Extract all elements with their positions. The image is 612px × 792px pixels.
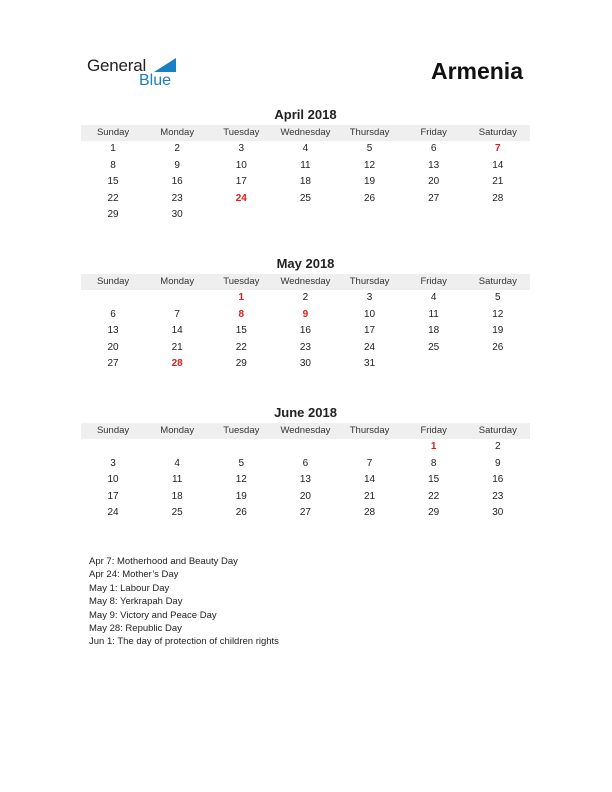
day-cell: 27 xyxy=(107,358,119,370)
day-cell xyxy=(273,439,337,456)
day-cell: 20 xyxy=(428,176,440,188)
weekday-label: Tuesday xyxy=(223,276,260,287)
day-cell xyxy=(145,439,209,456)
holiday-day-cell: 1 xyxy=(430,441,437,452)
logo-triangle-icon xyxy=(154,58,176,72)
day-cell: 29 xyxy=(107,209,119,221)
day-cell: 15 xyxy=(107,176,119,188)
weekday-header xyxy=(81,423,530,439)
day-cell: 14 xyxy=(364,474,376,486)
week-row xyxy=(81,158,530,175)
holiday-notes xyxy=(89,555,279,649)
weekday-label: Thursday xyxy=(349,425,390,436)
day-cell: 6 xyxy=(302,457,309,469)
day-cell: 13 xyxy=(299,474,311,486)
holiday-note: May 8: Yerkrapah Day xyxy=(89,596,183,608)
day-cell: 5 xyxy=(495,292,501,303)
day-cell: 18 xyxy=(428,325,440,337)
day-cell: 5 xyxy=(366,143,373,154)
day-cell: 29 xyxy=(428,507,440,519)
day-cell: 11 xyxy=(428,308,439,320)
weekday-label: Monday xyxy=(160,425,195,436)
weekday-label: Friday xyxy=(420,276,447,287)
day-cell: 16 xyxy=(299,325,311,337)
day-cell: 3 xyxy=(110,457,116,469)
day-cell: 2 xyxy=(495,441,501,452)
weekday-label: Wednesday xyxy=(280,127,331,138)
day-cell: 11 xyxy=(300,159,311,171)
weekday-label: Thursday xyxy=(349,276,390,287)
day-cell: 17 xyxy=(364,325,376,337)
day-cell: 2 xyxy=(302,292,309,303)
day-cell: 10 xyxy=(107,474,119,486)
day-cell: 24 xyxy=(107,507,119,519)
day-cell: 6 xyxy=(110,308,116,320)
day-cell: 3 xyxy=(366,292,373,303)
week-row xyxy=(81,290,530,307)
logo-text-blue: Blue xyxy=(139,72,172,89)
day-cell xyxy=(466,207,530,224)
week-row xyxy=(81,489,530,506)
day-cell: 27 xyxy=(428,192,440,204)
day-cell: 2 xyxy=(174,143,180,154)
month-title: June 2018 xyxy=(274,405,337,420)
holiday-note: Apr 24: Mother’s Day xyxy=(89,569,179,581)
holiday-day-cell: 24 xyxy=(235,192,247,204)
day-cell xyxy=(209,439,273,456)
holiday-day-cell: 9 xyxy=(302,308,309,320)
day-cell: 8 xyxy=(430,457,437,469)
day-cell: 14 xyxy=(492,159,504,171)
day-cell: 28 xyxy=(492,192,504,204)
brand-logo xyxy=(87,56,197,92)
holiday-note: Jun 1: The day of protection of children rights xyxy=(89,636,279,648)
holiday-note: May 28: Republic Day xyxy=(89,623,182,635)
weekday-label: Saturday xyxy=(478,425,517,436)
day-cell: 21 xyxy=(364,490,376,502)
weekday-label: Saturday xyxy=(478,276,517,287)
week-row xyxy=(81,340,530,357)
day-cell: 19 xyxy=(364,176,376,188)
day-cell: 31 xyxy=(364,358,376,370)
country-title: Armenia xyxy=(430,58,523,84)
week-row xyxy=(81,191,530,208)
weekday-label: Sunday xyxy=(96,276,130,287)
day-cell: 12 xyxy=(235,474,247,486)
day-cell: 22 xyxy=(107,192,119,204)
day-cell: 9 xyxy=(174,159,180,171)
month-calendar xyxy=(81,107,530,224)
week-row xyxy=(81,307,530,324)
day-cell: 18 xyxy=(299,176,311,188)
day-cell xyxy=(338,439,402,456)
day-cell: 13 xyxy=(428,159,440,171)
day-cell: 28 xyxy=(364,507,376,519)
day-cell xyxy=(402,207,466,224)
day-cell: 1 xyxy=(110,143,116,154)
day-cell: 15 xyxy=(428,474,440,486)
weekday-label: Tuesday xyxy=(223,127,260,138)
week-row xyxy=(81,472,530,489)
day-cell xyxy=(402,356,466,373)
holiday-note: Apr 7: Motherhood and Beauty Day xyxy=(89,556,238,567)
day-cell: 15 xyxy=(235,325,247,337)
holiday-note: May 9: Victory and Peace Day xyxy=(89,609,217,621)
day-cell: 30 xyxy=(492,507,504,519)
holiday-day-cell: 28 xyxy=(171,358,183,370)
day-cell: 30 xyxy=(299,358,311,370)
weekday-label: Tuesday xyxy=(223,425,260,436)
day-cell: 19 xyxy=(492,325,504,337)
day-cell: 14 xyxy=(171,325,183,337)
week-row xyxy=(81,141,530,158)
day-cell: 10 xyxy=(235,159,247,171)
day-cell xyxy=(209,207,273,224)
day-cell: 11 xyxy=(171,474,183,486)
day-cell: 29 xyxy=(235,358,247,370)
day-cell: 4 xyxy=(302,143,309,154)
day-cell: 25 xyxy=(428,341,440,353)
holiday-day-cell: 1 xyxy=(238,292,245,303)
weekday-label: Wednesday xyxy=(280,425,331,436)
month-calendar xyxy=(81,405,530,522)
weekday-label: Monday xyxy=(160,276,195,287)
day-cell: 21 xyxy=(171,341,183,353)
day-cell: 9 xyxy=(495,457,501,469)
weekday-header xyxy=(81,274,530,290)
day-cell: 7 xyxy=(366,457,373,469)
holiday-day-cell: 7 xyxy=(495,143,501,154)
day-cell xyxy=(466,356,530,373)
holiday-day-cell: 8 xyxy=(238,308,245,320)
day-cell: 23 xyxy=(299,341,311,353)
weekday-label: Thursday xyxy=(349,127,390,138)
day-cell: 27 xyxy=(299,507,311,519)
day-cell: 21 xyxy=(492,176,504,188)
day-cell: 17 xyxy=(235,176,247,188)
month-calendar xyxy=(81,256,530,373)
day-cell: 7 xyxy=(174,308,180,320)
day-cell xyxy=(81,439,145,456)
day-cell: 23 xyxy=(171,192,183,204)
weekday-label: Sunday xyxy=(96,127,130,138)
day-cell xyxy=(81,290,145,307)
day-cell: 8 xyxy=(110,159,116,171)
day-cell: 6 xyxy=(430,143,437,154)
day-cell: 16 xyxy=(492,474,504,486)
weekday-header xyxy=(81,125,530,141)
day-cell xyxy=(338,207,402,224)
day-cell xyxy=(145,290,209,307)
day-cell: 13 xyxy=(107,325,119,337)
week-row xyxy=(81,207,530,224)
day-cell: 26 xyxy=(364,192,376,204)
weekday-label: Saturday xyxy=(478,127,517,138)
day-cell: 25 xyxy=(299,192,311,204)
day-cell: 20 xyxy=(107,341,119,353)
day-cell: 26 xyxy=(492,341,504,353)
weekday-label: Sunday xyxy=(96,425,130,436)
day-cell: 19 xyxy=(235,490,247,502)
week-row xyxy=(81,356,530,373)
week-row xyxy=(81,439,530,456)
month-title: May 2018 xyxy=(276,256,335,271)
month-title: April 2018 xyxy=(274,107,337,122)
day-cell: 3 xyxy=(238,143,245,154)
day-cell: 20 xyxy=(299,490,311,502)
day-cell: 22 xyxy=(428,490,440,502)
day-cell: 4 xyxy=(430,292,437,303)
day-cell: 30 xyxy=(171,209,183,221)
weekday-label: Friday xyxy=(420,127,447,138)
day-cell: 16 xyxy=(171,176,183,188)
week-row xyxy=(81,323,530,340)
logo-text-general: General xyxy=(87,56,147,75)
day-cell: 12 xyxy=(492,308,504,320)
week-row xyxy=(81,456,530,473)
day-cell: 4 xyxy=(174,457,180,469)
day-cell: 18 xyxy=(171,490,183,502)
week-row xyxy=(81,174,530,191)
day-cell xyxy=(273,207,337,224)
day-cell: 24 xyxy=(364,341,376,353)
day-cell: 25 xyxy=(171,507,183,519)
week-row xyxy=(81,505,530,522)
holiday-note: May 1: Labour Day xyxy=(89,582,170,594)
day-cell: 10 xyxy=(364,308,376,320)
weekday-label: Friday xyxy=(420,425,447,436)
weekday-label: Monday xyxy=(160,127,195,138)
day-cell: 12 xyxy=(364,159,376,171)
day-cell: 23 xyxy=(492,490,504,502)
day-cell: 22 xyxy=(235,341,247,353)
day-cell: 26 xyxy=(235,507,247,519)
weekday-label: Wednesday xyxy=(280,276,331,287)
day-cell: 17 xyxy=(107,490,119,502)
day-cell: 5 xyxy=(238,457,245,469)
